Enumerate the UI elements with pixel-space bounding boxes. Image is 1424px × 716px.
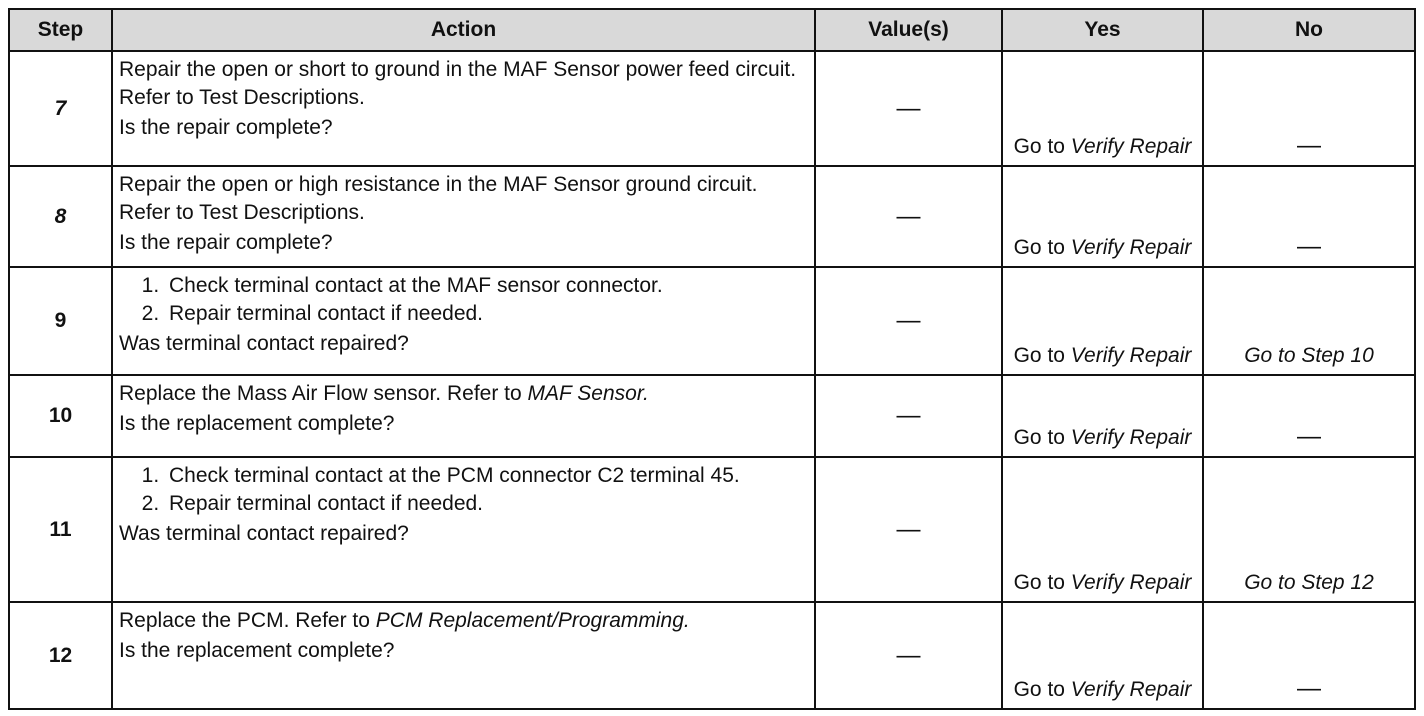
step-number-text: 7 <box>54 96 67 120</box>
action-cell <box>112 51 815 166</box>
maf-sensor-link[interactable]: MAF Sensor. <box>527 382 649 405</box>
go-to-step-link[interactable]: Go to Step 10 <box>1244 344 1374 367</box>
table-row <box>9 375 1415 457</box>
action-text <box>119 607 808 635</box>
step-number-text: 8 <box>54 204 67 228</box>
table-row <box>9 51 1415 166</box>
value-cell: — <box>815 166 1002 267</box>
action-question: Is the repair complete? <box>119 116 333 139</box>
action-text: Repair the open or high resistance in the MAF Sensor ground circuit. Refer to Test Descriptions. <box>119 173 758 224</box>
step-number <box>9 166 112 267</box>
value-cell: — <box>815 602 1002 709</box>
action-steps <box>119 272 808 328</box>
action-cell <box>112 166 815 267</box>
no-value: — <box>1297 675 1321 702</box>
no-value: — <box>1297 233 1321 260</box>
step-number: 11 <box>9 457 112 602</box>
yes-prefix: Go to <box>1013 344 1071 367</box>
verify-repair-link[interactable]: Verify Repair <box>1070 426 1192 449</box>
verify-repair-link[interactable]: Verify Repair <box>1070 344 1192 367</box>
yes-cell <box>1002 602 1203 709</box>
step-number: 9 <box>9 267 112 375</box>
diagnostic-table <box>8 8 1416 710</box>
action-step-item: 2. Repair terminal contact if needed. <box>165 300 808 328</box>
step-number <box>9 51 112 166</box>
yes-cell <box>1002 375 1203 457</box>
no-cell <box>1203 267 1415 375</box>
yes-cell <box>1002 51 1203 166</box>
step-number: 10 <box>9 375 112 457</box>
action-cell <box>112 375 815 457</box>
action-text-prefix: Replace the Mass Air Flow sensor. Refer to <box>119 382 528 405</box>
table-row <box>9 267 1415 375</box>
value-cell: — <box>815 51 1002 166</box>
action-step-item: 2. Repair terminal contact if needed. <box>165 490 808 518</box>
verify-repair-link[interactable]: Verify Repair <box>1070 678 1192 701</box>
header-values: Value(s) <box>815 9 1002 51</box>
verify-repair-link[interactable]: Verify Repair <box>1070 571 1192 594</box>
action-text-prefix: Replace the PCM. Refer to <box>119 609 376 632</box>
no-value: — <box>1297 132 1321 159</box>
action-question: Is the replacement complete? <box>119 412 395 435</box>
table-row <box>9 602 1415 709</box>
table-row <box>9 457 1415 602</box>
action-cell <box>112 457 815 602</box>
value-cell: — <box>815 267 1002 375</box>
header-row <box>9 9 1415 51</box>
verify-repair-link[interactable]: Verify Repair <box>1070 236 1192 259</box>
diagnostic-table-sheet <box>8 8 1414 709</box>
header-yes: Yes <box>1002 9 1203 51</box>
yes-cell <box>1002 267 1203 375</box>
yes-prefix: Go to <box>1013 426 1071 449</box>
header-action: Action <box>112 9 815 51</box>
yes-cell <box>1002 166 1203 267</box>
yes-prefix: Go to <box>1013 678 1071 701</box>
action-step-item: 1. Check terminal contact at the PCM connector C2 terminal 45. <box>165 462 808 490</box>
value-cell: — <box>815 375 1002 457</box>
action-cell <box>112 267 815 375</box>
action-question: Was terminal contact repaired? <box>119 332 409 355</box>
action-step-item: 1. Check terminal contact at the MAF sensor connector. <box>165 272 808 300</box>
action-cell <box>112 602 815 709</box>
yes-prefix: Go to <box>1013 236 1071 259</box>
header-step: Step <box>9 9 112 51</box>
no-cell <box>1203 602 1415 709</box>
action-text: Repair the open or short to ground in the MAF Sensor power feed circuit. Refer to Test Descriptions. <box>119 58 797 109</box>
no-value: — <box>1297 423 1321 450</box>
table-row <box>9 166 1415 267</box>
no-cell <box>1203 166 1415 267</box>
action-steps <box>119 462 808 518</box>
yes-cell <box>1002 457 1203 602</box>
action-question: Is the replacement complete? <box>119 639 395 662</box>
pcm-replacement-link[interactable]: PCM Replacement/Programming. <box>375 609 690 632</box>
header-no: No <box>1203 9 1415 51</box>
action-question: Was terminal contact repaired? <box>119 522 409 545</box>
no-cell <box>1203 457 1415 602</box>
no-cell <box>1203 51 1415 166</box>
go-to-step-link[interactable]: Go to Step 12 <box>1244 571 1374 594</box>
value-cell: — <box>815 457 1002 602</box>
verify-repair-link[interactable]: Verify Repair <box>1070 135 1192 158</box>
yes-prefix: Go to <box>1013 135 1071 158</box>
action-text <box>119 380 808 408</box>
action-question: Is the repair complete? <box>119 231 333 254</box>
yes-prefix: Go to <box>1013 571 1071 594</box>
no-cell <box>1203 375 1415 457</box>
step-number: 12 <box>9 602 112 709</box>
